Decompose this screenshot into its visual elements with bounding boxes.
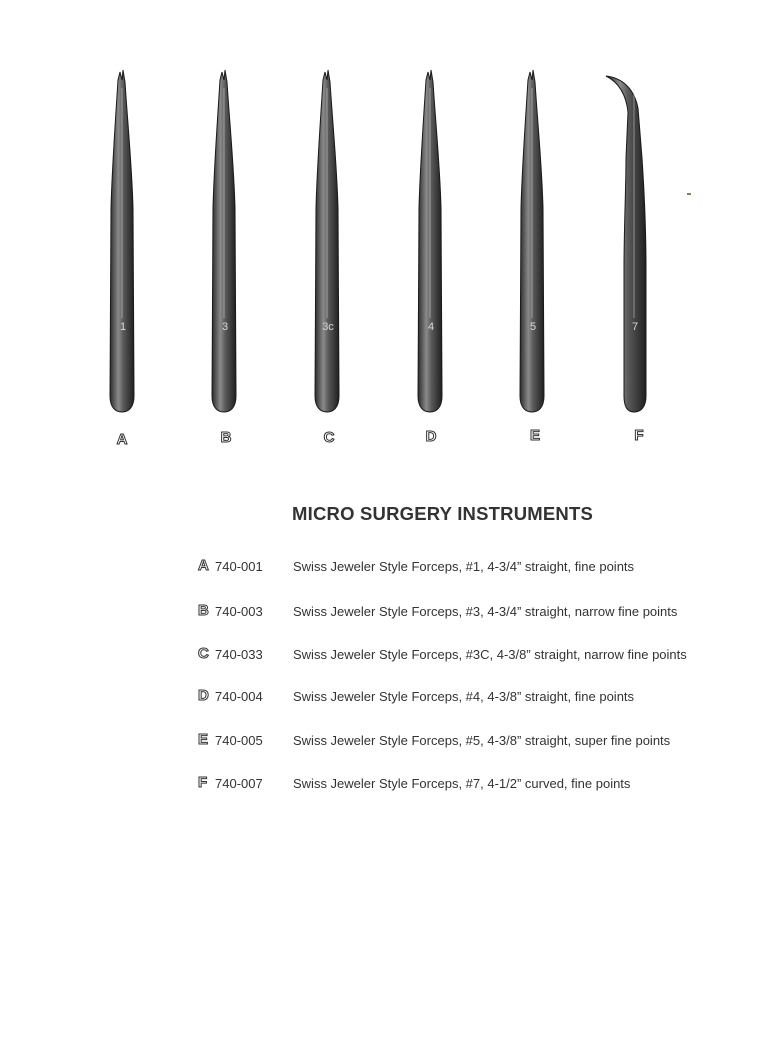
speck	[687, 193, 691, 195]
product-description: Swiss Jeweler Style Forceps, #4, 4-3/8” straight, fine points	[293, 689, 635, 704]
catalog-number: 740-007	[215, 776, 263, 791]
row-letter: C	[198, 645, 209, 662]
row-letter: F	[198, 774, 208, 791]
catalog-number: 740-005	[215, 733, 263, 748]
catalog-number: 740-004	[215, 689, 263, 704]
instrument-letter-a: A	[116, 431, 128, 448]
forceps-number: 4	[427, 321, 435, 333]
forceps-drawing	[194, 68, 254, 418]
instrument-illustrations	[0, 0, 780, 470]
forceps-a-image	[92, 68, 152, 418]
page-title: MICRO SURGERY INSTRUMENTS	[292, 503, 594, 524]
catalog-number: 740-003	[215, 604, 263, 619]
row-letter: D	[198, 687, 209, 704]
forceps-e-image	[502, 68, 562, 418]
forceps-drawing	[502, 68, 562, 418]
forceps-drawing	[92, 68, 152, 418]
instrument-letter-f: F	[634, 427, 644, 444]
forceps-number: 1	[119, 321, 127, 333]
instrument-letter-b: B	[220, 429, 232, 446]
instrument-letter-d: D	[425, 428, 437, 445]
row-letter: B	[198, 602, 209, 619]
forceps-c-image	[297, 68, 357, 418]
forceps-number: 3c	[322, 321, 334, 333]
product-description: Swiss Jeweler Style Forceps, #3, 4-3/4” straight, narrow fine points	[293, 604, 678, 619]
catalog-number: 740-033	[215, 647, 263, 662]
product-description: Swiss Jeweler Style Forceps, #7, 4-1/2” curved, fine points	[293, 776, 631, 791]
forceps-drawing	[297, 68, 357, 418]
product-description: Swiss Jeweler Style Forceps, #3C, 4-3/8” straight, narrow fine points	[293, 647, 687, 662]
catalog-number: 740-001	[215, 559, 263, 574]
forceps-body	[606, 76, 646, 412]
forceps-drawing	[400, 68, 460, 418]
forceps-drawing	[604, 68, 664, 418]
row-letter: E	[198, 731, 209, 748]
product-description: Swiss Jeweler Style Forceps, #5, 4-3/8” straight, super fine points	[293, 733, 671, 748]
instrument-letter-e: E	[529, 427, 540, 444]
forceps-b-image	[194, 68, 254, 418]
forceps-f-image	[604, 68, 664, 418]
instrument-letter-c: C	[323, 429, 335, 446]
product-description: Swiss Jeweler Style Forceps, #1, 4-3/4” straight, fine points	[293, 559, 635, 574]
forceps-number: 3	[221, 321, 229, 333]
row-letter: A	[198, 557, 209, 574]
forceps-number: 5	[529, 321, 537, 333]
forceps-number: 7	[631, 321, 639, 333]
forceps-d-image	[400, 68, 460, 418]
